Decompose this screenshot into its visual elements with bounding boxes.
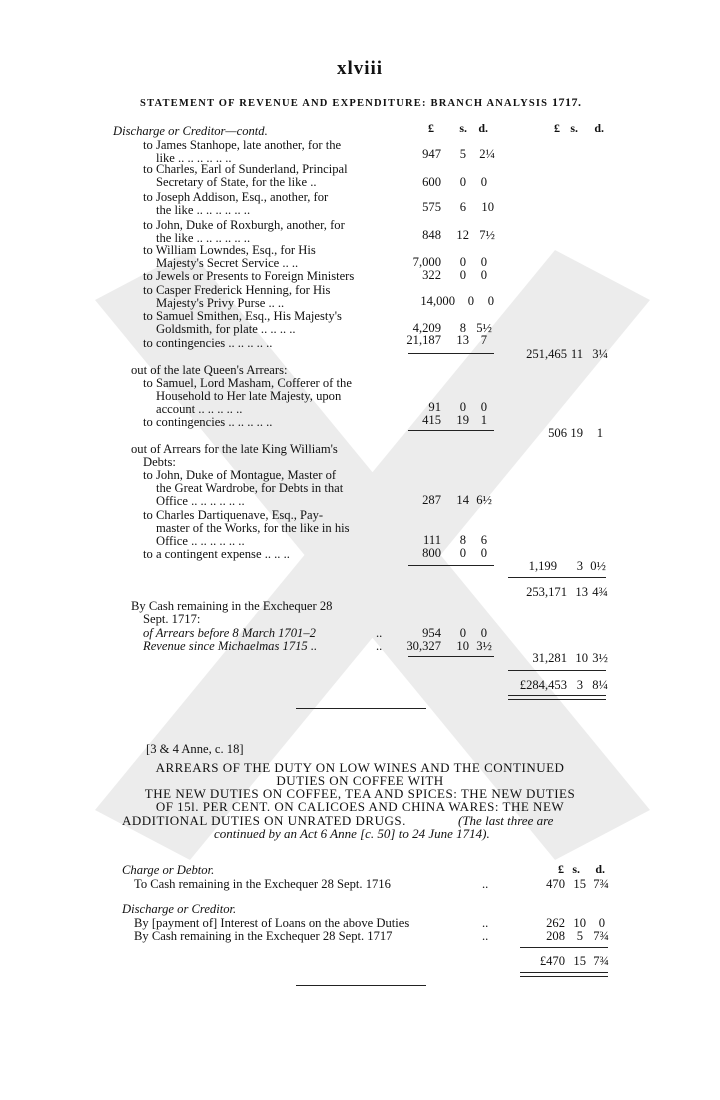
col-header-pounds: £	[558, 862, 564, 876]
entry-line: Majesty's Secret Service .. ..	[156, 256, 299, 270]
amount-shillings: 6	[459, 200, 466, 214]
section-divider	[296, 708, 426, 709]
total-shillings: 3	[576, 559, 583, 573]
amount-pence: 3½	[476, 639, 492, 653]
amount-row	[0, 494, 720, 507]
entry-line: the like .. .. .. .. .. ..	[156, 231, 251, 245]
total-pounds: 506	[548, 426, 567, 440]
amount-pence: 0	[480, 255, 487, 269]
sum-rule	[508, 577, 606, 578]
amount-pence: 0	[598, 916, 605, 930]
col-header-pounds: £	[428, 121, 434, 135]
amount-pence: 0	[480, 268, 487, 282]
amount-pounds: 262	[546, 916, 565, 930]
entry-line: to Charles Dartiquenave, Esq., Pay-	[143, 508, 324, 522]
col-header-shillings-2: s.	[570, 121, 578, 135]
running-head	[140, 95, 582, 110]
amount-shillings: 0	[459, 400, 466, 414]
amount-pence: 5½	[476, 321, 492, 335]
charge-row	[0, 878, 720, 891]
amount-row	[0, 414, 720, 427]
total-shillings: 15	[573, 954, 586, 968]
part2-title-line: DUTIES ON COFFEE WITH	[276, 773, 444, 788]
amount-row	[0, 269, 720, 282]
col-header-pence-2: d.	[594, 121, 604, 135]
amount-shillings: 12	[456, 228, 469, 242]
part2-double-rule	[520, 972, 608, 977]
cash-remaining-line-cont: Sept. 1717:	[143, 612, 201, 626]
amount-shillings: 19	[456, 413, 469, 427]
entry-line: Majesty's Privy Purse .. ..	[156, 296, 285, 310]
total-pence: 7¾	[593, 954, 609, 968]
entry-line: to Jewels or Presents to Foreign Ministers	[143, 269, 355, 283]
entry-line: to Samuel, Lord Masham, Cofferer of the	[143, 376, 352, 390]
subtotal-row	[0, 586, 720, 599]
amount-pounds: 575	[422, 200, 441, 214]
discharge-heading: Discharge or Creditor.	[122, 902, 237, 916]
col-header-shillings: s.	[459, 121, 467, 135]
total-pence: 1	[596, 426, 603, 440]
entry-line: to James Stanhope, late another, for the	[143, 138, 342, 152]
amount-row	[0, 148, 720, 161]
col-header-pounds-2: £	[554, 121, 560, 135]
part2-title-note-cont: continued by an Act 6 Anne [c. 50] to 24 June 1714).	[214, 826, 490, 841]
entry-line: to contingencies .. .. .. .. ..	[143, 336, 273, 350]
sum-rule	[520, 947, 608, 948]
grand-total-pounds: £284,453	[519, 678, 567, 692]
amount-row	[0, 627, 720, 640]
amount-pounds: 21,187	[406, 333, 441, 347]
section-divider	[296, 985, 426, 986]
amount-row	[0, 176, 720, 189]
amount-pounds: 287	[422, 493, 441, 507]
entry-line: master of the Works, for the like in his	[156, 521, 350, 535]
amount-pounds: 322	[422, 268, 441, 282]
amount-pounds: 848	[422, 228, 441, 242]
amount-pence: 6	[480, 533, 487, 547]
amount-pence: 0	[480, 175, 487, 189]
amount-shillings: 14	[456, 493, 469, 507]
entry-line: to Casper Frederick Henning, for His	[143, 283, 331, 297]
amount-shillings: 5	[459, 147, 466, 161]
leader-dots: ..	[376, 639, 383, 653]
amount-pounds: 415	[422, 413, 441, 427]
amount-pounds: 470	[546, 877, 565, 891]
entry-label: Revenue since Michaelmas 1715 ..	[143, 639, 318, 653]
subtotal-pence: 4¾	[592, 585, 608, 599]
total-pence: 3¼	[592, 347, 608, 361]
grand-total-row	[0, 679, 720, 692]
grand-total-double-rule	[508, 695, 606, 700]
amount-pence: 1	[480, 413, 487, 427]
amount-pence: 6½	[476, 493, 492, 507]
total-pounds: 31,281	[532, 651, 567, 665]
amount-shillings: 13	[456, 333, 469, 347]
amount-pence: 7	[480, 333, 487, 347]
cash-remaining-line: By Cash remaining in the Exchequer 28	[131, 599, 333, 613]
amount-shillings: 5	[576, 929, 583, 943]
amount-pence: 7½	[479, 228, 495, 242]
entry-line: like .. .. .. .. .. ..	[156, 151, 232, 165]
amount-pence: 0	[480, 400, 487, 414]
sum-rule	[508, 670, 606, 671]
entry-line: Goldsmith, for plate .. .. .. ..	[156, 322, 296, 336]
charge-line: To Cash remaining in the Exchequer 28 Sept. 1716	[134, 877, 391, 891]
amount-row	[0, 534, 720, 547]
amount-pence: 0	[487, 294, 494, 308]
leader-dots: ..	[482, 877, 489, 891]
amount-shillings: 15	[573, 877, 586, 891]
amount-shillings: 0	[459, 255, 466, 269]
total-shillings: 11	[570, 347, 583, 361]
amount-shillings: 0	[459, 175, 466, 189]
amount-row	[0, 256, 720, 269]
amount-row	[0, 547, 720, 560]
statute-reference: [3 & 4 Anne, c. 18]	[146, 742, 244, 756]
section1-heading-row	[0, 125, 720, 138]
discharge-line: By Cash remaining in the Exchequer 28 Sept. 1717	[134, 929, 393, 943]
amount-pence: 7¾	[593, 877, 609, 891]
entry-line: to Joseph Addison, Esq., another, for	[143, 190, 329, 204]
amount-pence: 2¼	[479, 147, 495, 161]
entry-line: Office .. .. .. .. .. ..	[156, 494, 245, 508]
subtotal-pounds: 253,171	[526, 585, 567, 599]
section3-heading-cont: Debts:	[143, 455, 176, 469]
total-pence: 3½	[592, 651, 608, 665]
entry-line: account .. .. .. .. ..	[156, 402, 243, 416]
col-header-pence: d.	[478, 121, 488, 135]
total-shillings: 10	[575, 651, 588, 665]
amount-pounds: 208	[546, 929, 565, 943]
amount-pounds: 111	[423, 533, 441, 547]
entry-line: to a contingent expense .. .. ..	[143, 547, 290, 561]
amount-shillings: 0	[459, 626, 466, 640]
entry-line: to John, Duke of Roxburgh, another, for	[143, 218, 345, 232]
total-pence: 0½	[590, 559, 606, 573]
total-shillings: 19	[570, 426, 583, 440]
amount-pounds: 91	[428, 400, 441, 414]
amount-pence: 10	[481, 200, 494, 214]
entry-line: Household to Her late Majesty, upon	[156, 389, 342, 403]
amount-pounds: 600	[422, 175, 441, 189]
amount-pence: 0	[480, 626, 487, 640]
part2-title-line: OF 15l. PER CENT. ON CALICOES AND CHINA WARES: THE NEW	[155, 799, 565, 814]
amount-pounds: 7,000	[412, 255, 441, 269]
amount-shillings: 0	[459, 268, 466, 282]
amount-pence: 0	[480, 546, 487, 560]
entry-line: Office .. .. .. .. .. ..	[156, 534, 245, 548]
amount-row	[0, 334, 720, 347]
section1-total	[0, 348, 720, 361]
amount-pounds: 947	[422, 147, 441, 161]
entry-line: to contingencies .. .. .. .. ..	[143, 415, 273, 429]
discharge-line: By [payment of] Interest of Loans on the above Duties	[134, 916, 410, 930]
section1-heading: Discharge or Creditor—contd.	[113, 124, 268, 138]
section2-total	[0, 427, 720, 440]
entry-line: to Samuel Smithen, Esq., His Majesty's	[143, 309, 342, 323]
amount-shillings: 0	[467, 294, 474, 308]
entry-line: Secretary of State, for the like ..	[156, 175, 317, 189]
total-pounds: 1,199	[528, 559, 557, 573]
entry-line: the Great Wardrobe, for Debts in that	[156, 481, 344, 495]
amount-row	[0, 401, 720, 414]
entry-line: the like .. .. .. .. .. ..	[156, 203, 251, 217]
part2-title-note: (The last three are	[458, 813, 554, 828]
leader-dots: ..	[482, 916, 489, 930]
amount-shillings: 10	[573, 916, 586, 930]
subtotal-shillings: 13	[575, 585, 588, 599]
entry-line: to John, Duke of Montague, Master of	[143, 468, 337, 482]
amount-row	[0, 295, 720, 308]
discharge-row	[0, 930, 720, 943]
entry-line: to Charles, Earl of Sunderland, Principal	[143, 162, 348, 176]
grand-total-shillings: 3	[576, 678, 583, 692]
running-head-text: STATEMENT OF REVENUE AND EXPENDITURE: BRANCH ANALYSIS	[140, 98, 549, 109]
col-header-shillings: s.	[572, 862, 580, 876]
section3-total	[0, 560, 720, 573]
amount-shillings: 0	[459, 546, 466, 560]
leader-dots: ..	[376, 626, 383, 640]
amount-pounds: 800	[422, 546, 441, 560]
section2-heading: out of the late Queen's Arrears:	[131, 363, 288, 377]
total-pounds: £470	[539, 954, 565, 968]
running-head-year: 1717.	[552, 95, 582, 109]
amount-shillings: 8	[459, 321, 466, 335]
amount-pence: 7¾	[593, 929, 609, 943]
amount-pounds: 954	[422, 626, 441, 640]
section3-heading: out of Arrears for the late King William's	[131, 442, 338, 456]
amount-shillings: 10	[456, 639, 469, 653]
amount-pounds: 4,209	[412, 321, 441, 335]
entry-label: of Arrears before 8 March 1701–2	[143, 626, 316, 640]
amount-row	[0, 229, 720, 242]
part2-title-line: THE NEW DUTIES ON COFFEE, TEA AND SPICES: THE NEW DUTIES	[144, 786, 576, 801]
col-header-pence: d.	[595, 862, 605, 876]
section4-total	[0, 652, 720, 665]
amount-row	[0, 201, 720, 214]
part2-total-row	[0, 955, 720, 968]
part2-title-line: ADDITIONAL DUTIES ON UNRATED DRUGS.	[122, 813, 406, 828]
amount-pounds: 30,327	[406, 639, 441, 653]
page-number: xlviii	[336, 58, 384, 79]
charge-heading: Charge or Debtor.	[122, 863, 215, 877]
entry-line: to William Lowndes, Esq., for His	[143, 243, 316, 257]
grand-total-pence: 8¼	[592, 678, 608, 692]
part2-title-line: ARREARS OF THE DUTY ON LOW WINES AND THE CONTINUED	[155, 760, 565, 775]
amount-pounds: 14,000	[420, 294, 455, 308]
leader-dots: ..	[482, 929, 489, 943]
total-pounds: 251,465	[526, 347, 567, 361]
amount-shillings: 8	[459, 533, 466, 547]
